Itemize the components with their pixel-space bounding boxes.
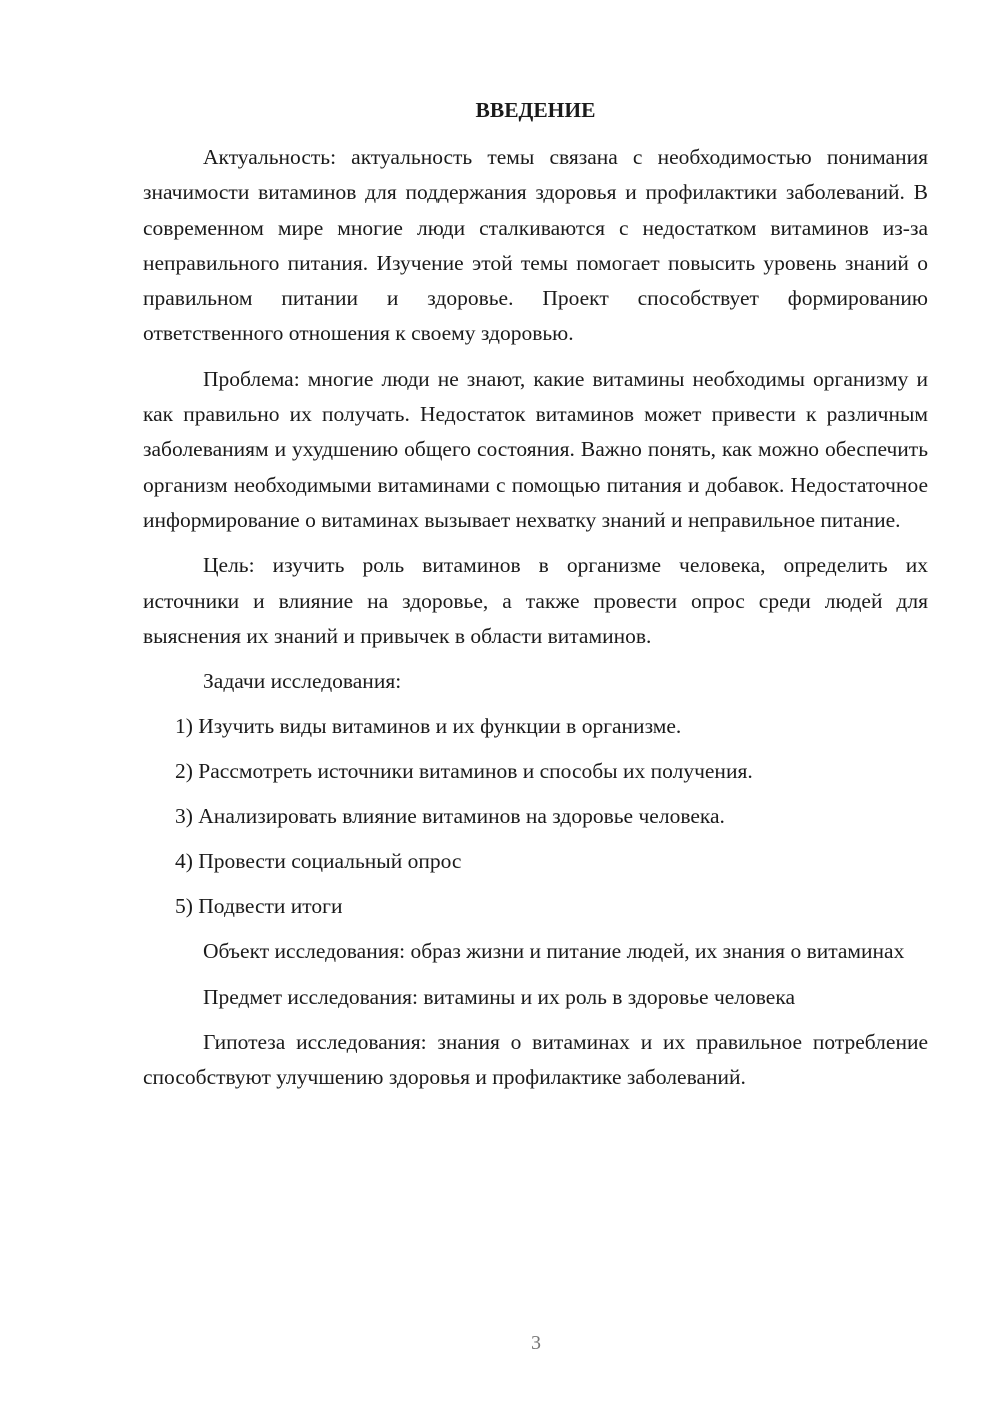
paragraph-hypothesis: Гипотеза исследования: знания о витаминах и их правильное потребление способствуют улучшению здоровья и профилактике заболеваний.: [143, 1030, 928, 1090]
paragraph-relevance: Актуальность: актуальность темы связана с необходимостью понимания значимости витаминов для поддержания здоровья и профилактики заболеваний. В современном мире многие люди сталкиваются с недостатком витаминов из-за неправильного питания. Изучение этой темы помогает повысить уровень знаний о правильном питании и здоровье. Проект способствует формированию ответственного отношения к своему здоровью.: [143, 145, 928, 346]
section-title: ВВЕДЕНИЕ: [475, 98, 596, 122]
paragraph-tasks-heading: Задачи исследования:: [203, 669, 402, 694]
paragraph-object: Объект исследования: образ жизни и питание людей, их знания о витаминах: [203, 939, 905, 964]
list-item: 4) Провести социальный опрос: [175, 849, 462, 874]
list-item: 5) Подвести итоги: [175, 894, 343, 919]
list-item: 1) Изучить виды витаминов и их функции в организме.: [175, 714, 682, 739]
paragraph-problem: Проблема: многие люди не знают, какие витамины необходимы организму и как правильно их получать. Недостаток витаминов может привести к различным заболеваниям и ухудшению общего состояния. Важно понять, как можно обеспечить организм необходимыми витаминами с помощью питания и добавок. Недостаточное информирование о витаминах вызывает нехватку знаний и неправильное питание.: [143, 366, 928, 532]
paragraph-subject: Предмет исследования: витамины и их роль в здоровье человека: [203, 984, 796, 1009]
page-number: 3: [531, 1332, 541, 1354]
page-content: [143, 93, 928, 1106]
tasks-list: [143, 709, 928, 924]
list-item: 3) Анализировать влияние витаминов на здоровье человека.: [175, 804, 725, 829]
list-item: 2) Рассмотреть источники витаминов и способы их получения.: [175, 759, 753, 784]
paragraph-goal: Цель: изучить роль витаминов в организме человека, определить их источники и влияние на здоровье, а также провести опрос среди людей для выяснения их знаний и привычек в области витаминов.: [143, 553, 928, 648]
